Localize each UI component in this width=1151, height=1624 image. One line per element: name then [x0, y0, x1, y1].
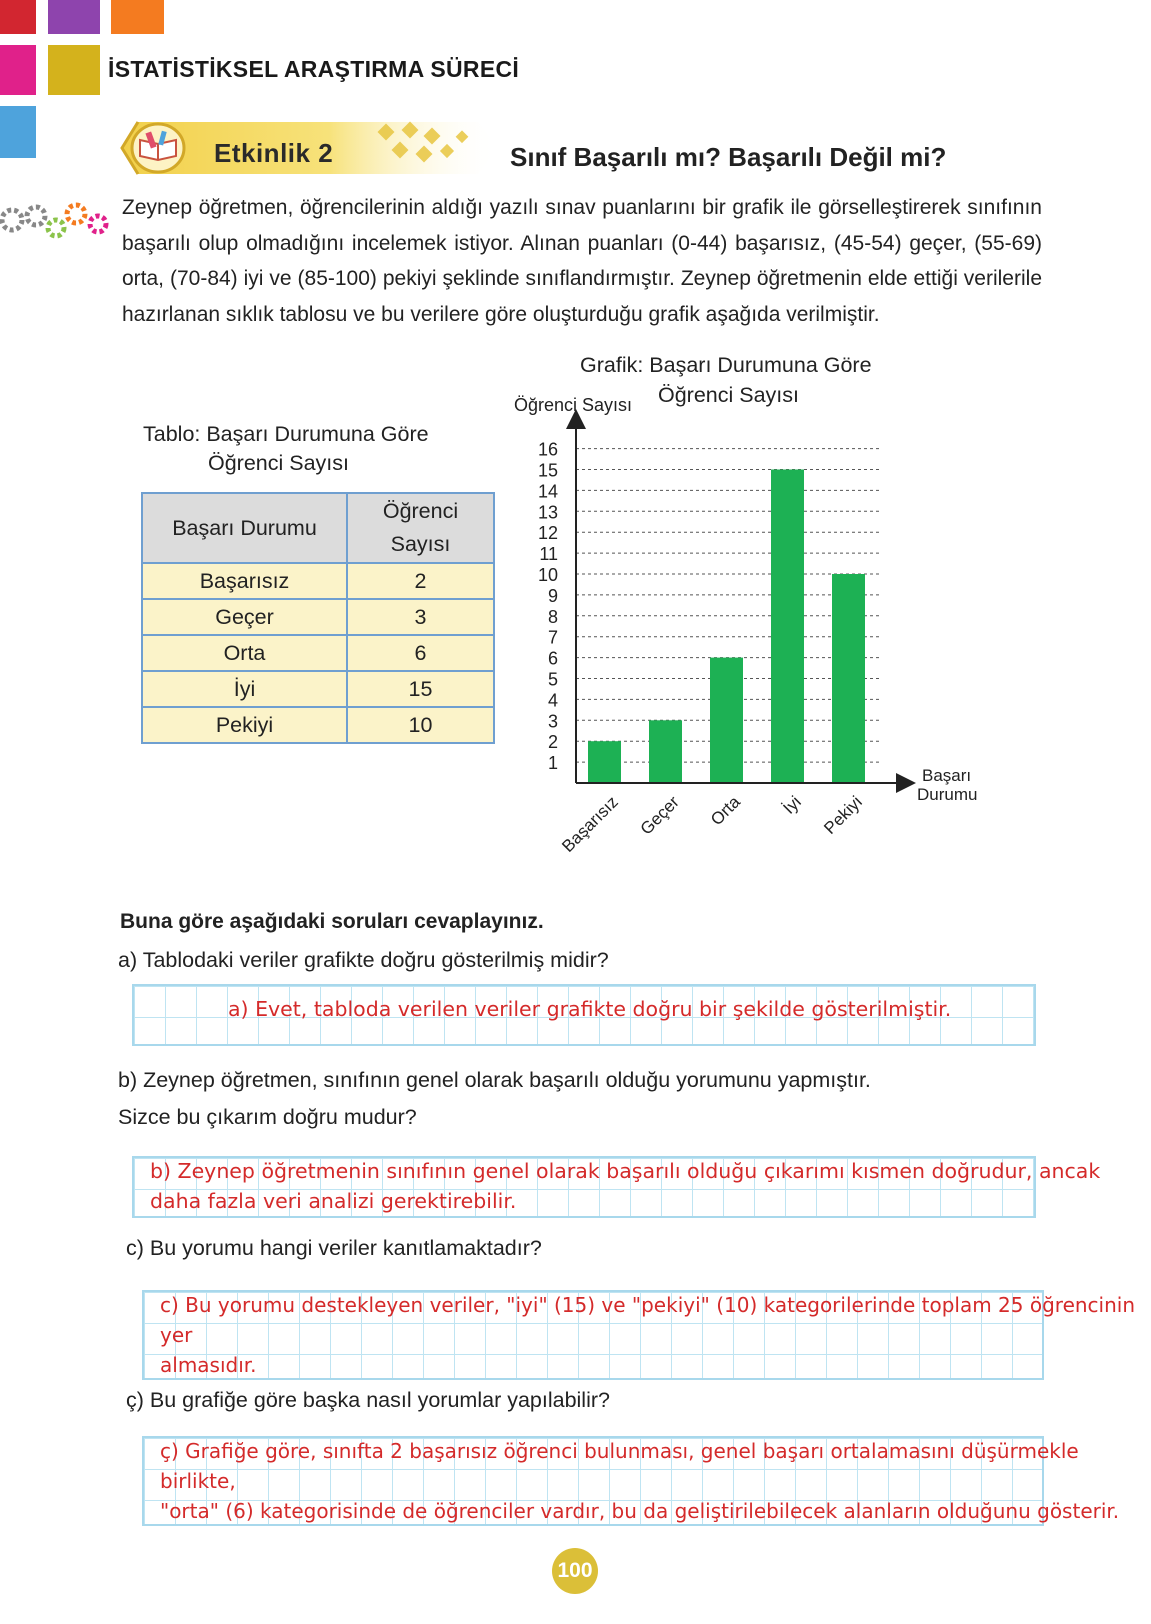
row-value: 3 — [347, 599, 494, 635]
bar-1 — [649, 720, 682, 783]
row-value: 2 — [347, 563, 494, 599]
activity-badge: Etkinlik 2 — [214, 138, 334, 168]
y-tick-label: 5 — [547, 669, 558, 690]
y-axis-label: Öğrenci Sayısı — [514, 395, 633, 415]
x-tick-label: İyi — [779, 792, 805, 818]
table-row — [142, 635, 494, 671]
decor-square-blue — [0, 106, 36, 158]
y-tick-label: 13 — [537, 502, 558, 523]
y-tick-label: 1 — [547, 753, 558, 774]
bar-2 — [710, 658, 743, 783]
y-tick-label: 9 — [547, 585, 558, 606]
y-tick-label: 10 — [537, 565, 558, 585]
row-label: Pekiyi — [142, 707, 347, 743]
x-axis-label-line2: Durumu — [917, 785, 978, 804]
question-a: a) Tablodaki veriler grafikte doğru gösterilmiş midir? — [118, 948, 609, 972]
x-tick-label: Pekiyi — [820, 792, 866, 838]
answer-cc: ç) Grafiğe göre, sınıfta 2 başarısız öğrenci bulunması, genel başarı ortalamasını düşürmekle birlikte, "orta" (6) kategorisinde de öğrenciler vardır, bu da geliştirilebilecek alanların olduğunu gösterir. — [160, 1439, 1120, 1523]
decor-square-orange — [111, 0, 164, 34]
x-tick-label: Orta — [707, 792, 744, 830]
decor-square-gold — [48, 45, 100, 95]
row-value: 10 — [347, 707, 494, 743]
section-title: İSTATİSTİKSEL ARAŞTIRMA SÜRECİ — [108, 56, 520, 82]
x-axis-label-line1: Başarı — [922, 766, 972, 785]
row-value: 15 — [347, 671, 494, 707]
bar-chart — [510, 395, 1010, 875]
bar-4 — [832, 574, 865, 783]
x-tick-label: Başarısız — [558, 792, 622, 856]
header-ogrenci-sayisi: Öğrenci Sayısı — [347, 493, 494, 563]
table-row — [142, 671, 494, 707]
y-tick-label: 3 — [547, 711, 558, 732]
y-tick-label: 12 — [537, 523, 558, 544]
y-tick-label: 16 — [537, 439, 558, 460]
frequency-table — [141, 492, 495, 744]
page-number: 100 — [552, 1548, 598, 1594]
question-cc: ç) Bu grafiğe göre başka nasıl yorumlar yapılabilir? — [126, 1388, 610, 1412]
row-label: Başarısız — [142, 563, 347, 599]
answer-a: a) Evet, tabloda verilen veriler grafikte doğru bir şekilde gösterilmiştir. — [228, 997, 952, 1021]
table-row — [142, 599, 494, 635]
chart-title: Grafik: Başarı Durumuna Göre Öğrenci Sayısı — [580, 353, 872, 407]
y-tick-label: 14 — [537, 481, 558, 502]
answer-b: b) Zeynep öğretmenin sınıfının genel olarak başarılı olduğu çıkarımı kısmen doğrudur, ancak daha fazla veri analizi gerektirebilir. — [150, 1159, 1101, 1213]
y-tick-label: 2 — [547, 732, 558, 753]
table-row — [142, 563, 494, 599]
x-tick-label: Geçer — [636, 792, 683, 839]
decor-square-magenta — [0, 45, 36, 95]
questions-heading: Buna göre aşağıdaki soruları cevaplayınız. — [120, 910, 544, 933]
activity-title: Sınıf Başarılı mı? Başarılı Değil mi? — [510, 142, 947, 172]
row-label: Geçer — [142, 599, 347, 635]
answer-c: c) Bu yorumu destekleyen veriler, "iyi" (15) ve "pekiyi" (10) kategorilerinde toplam 25 öğrencinin yer almasıdır. — [160, 1293, 1136, 1377]
intro-paragraph: Zeynep öğretmen, öğrencilerinin aldığı yazılı sınav puanlarını bir grafik ile görselleştirerek sınıfının başarılı olup olmadığını incelemek istiyor. Alınan puanları (0-44) başarısız, (45-54) geçer, (55-69) orta, (70-84) iyi ve (85-100) pekiyi şeklinde sınıflandırmıştır. Zeynep öğretmenin elde ettiği verilerile hazırlanan sıklık tablosu ve bu verilere göre oluşturduğu grafik aşağıda verilmiştir. — [122, 196, 1042, 326]
table-row — [142, 707, 494, 743]
y-tick-label: 15 — [537, 460, 558, 481]
header-basari-durumu: Başarı Durumu — [142, 493, 347, 563]
bar-0 — [588, 741, 621, 783]
book-icon — [130, 122, 186, 174]
question-b: b) Zeynep öğretmen, sınıfının genel olarak başarılı olduğu yorumunu yapmıştır. Sizce bu çıkarım doğru mudur? — [118, 1068, 871, 1129]
table-caption: Tablo: Başarı Durumuna Göre Öğrenci Sayısı — [143, 422, 429, 475]
gears-icon — [0, 198, 112, 246]
table-header-row — [142, 493, 494, 563]
bar-3 — [771, 470, 804, 784]
y-tick-label: 6 — [547, 648, 558, 669]
y-tick-label: 8 — [547, 606, 558, 627]
y-tick-label: 11 — [539, 544, 558, 565]
decor-square-purple — [48, 0, 100, 34]
row-label: İyi — [142, 671, 347, 707]
row-value: 6 — [347, 635, 494, 671]
row-label: Orta — [142, 635, 347, 671]
decor-square-red — [0, 0, 36, 34]
y-tick-label: 4 — [547, 690, 558, 711]
y-tick-label: 7 — [547, 627, 558, 648]
question-c: c) Bu yorumu hangi veriler kanıtlamaktadır? — [126, 1236, 542, 1260]
